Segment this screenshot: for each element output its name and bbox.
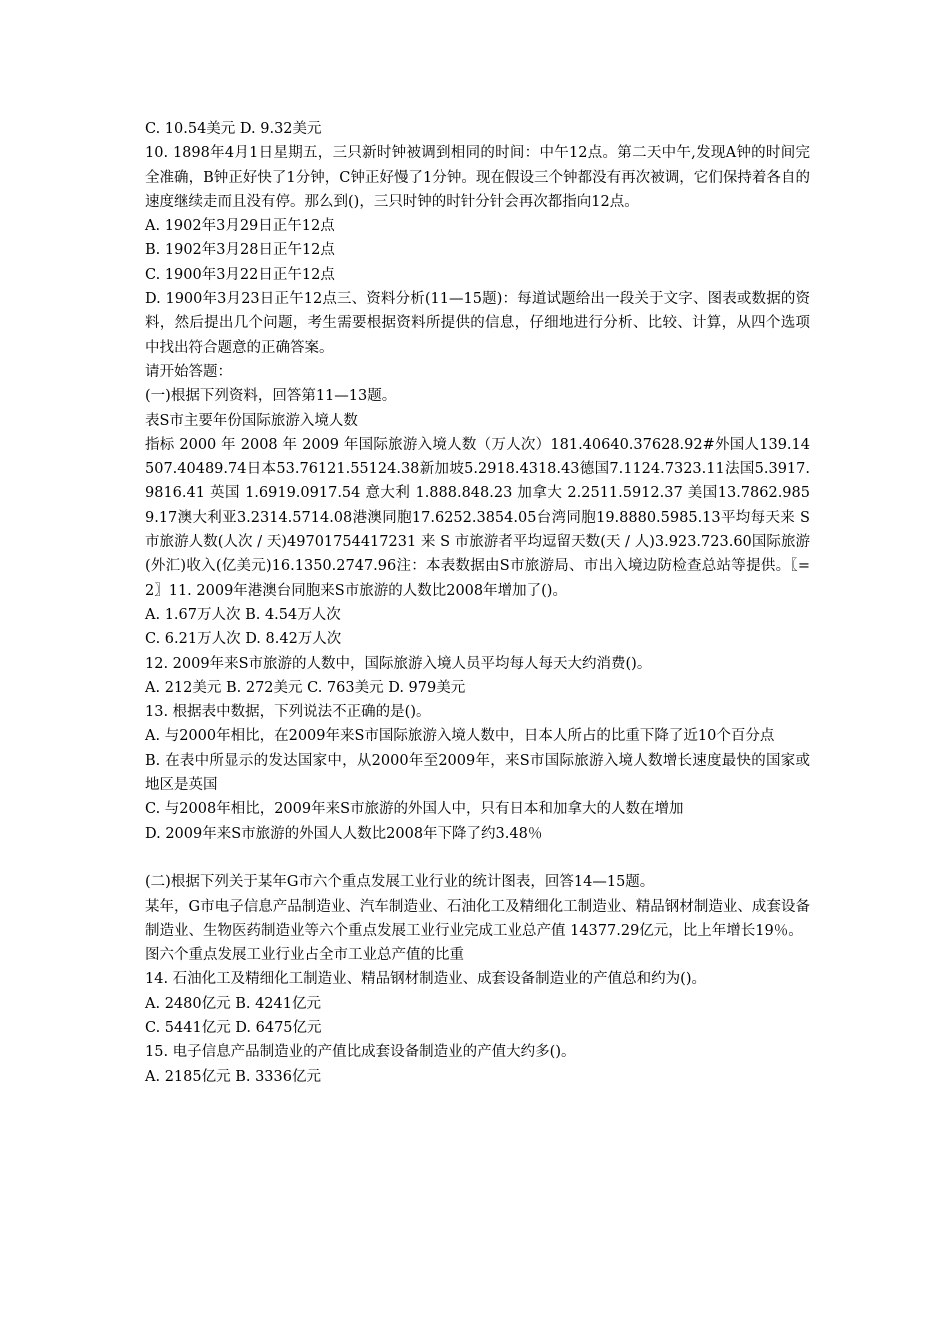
question-14: 14. 石油化工及精细化工制造业、精品钢材制造业、成套设备制造业的产值总和约为()。 [145, 971, 706, 988]
question-13: 13. 根据表中数据，下列说法不正确的是()。 [145, 704, 431, 721]
question-10: 10. 1898年4月1日星期五，三只新时钟被调到相同的时间：中午12点。第二天中午,发现A钟的时间完全准确，B钟正好快了1分钟，C钟正好慢了1分钟。现在假设三个钟都没有再次被调，它们保持着各自的速度继续走而且没有停。那么到()，三只时钟的时针分针会再次都指向12点。 [145, 145, 810, 210]
material-heading-1: (一)根据下列资料，回答第11—13题。 [145, 388, 397, 405]
table-title: 表S市主要年份国际旅游入境人数 [145, 412, 358, 429]
material-heading-2: (二)根据下列关于某年G市六个重点发展工业行业的统计图表，回答14—15题。 [145, 874, 655, 891]
option-line: D. 2009年来S市旅游的外国人人数比2008年下降了约3.48％ [145, 825, 543, 842]
option-line: C. 与2008年相比，2009年来S市旅游的外国人中，只有日本和加拿大的人数在增加 [145, 801, 684, 818]
option-line: C. 1900年3月22日正午12点 [145, 266, 335, 283]
option-line: C. 5441亿元 D. 6475亿元 [145, 1019, 322, 1036]
option-line: A. 与2000年相比，在2009年来S市国际旅游入境人数中，日本人所占的比重下降了近10个百分点 [145, 728, 775, 745]
option-line: A. 2185亿元 B. 3336亿元 [145, 1068, 321, 1085]
option-line: B. 在表中所显示的发达国家中，从2000年至2009年，来S市国际旅游入境人数增长速度最快的国家或地区是英国 [145, 752, 810, 794]
blank-line [145, 846, 810, 870]
question-12: 12. 2009年来S市旅游的人数中，国际旅游入境人员平均每人每天大约消费()。 [145, 655, 652, 672]
option-line: A. 1902年3月29日正午12点 [145, 218, 335, 235]
section-intro: D. 1900年3月23日正午12点三、资料分析(11—15题)：每道试题给出一段关于文字、图表或数据的资料，然后提出几个问题，考生需要根据资料所提供的信息，仔细地进行分析、比较、计算，从四个选项中找出符合题意的正确答案。 [145, 291, 810, 356]
material-paragraph: 某年，G市电子信息产品制造业、汽车制造业、石油化工及精细化工制造业、精品钢材制造业、成套设备制造业、生物医药制造业等六个重点发展工业行业完成工业总产值 14377.29亿元，比上年增长19％。 [145, 898, 810, 939]
figure-caption: 图六个重点发展工业行业占全市工业总产值的比重 [145, 947, 464, 964]
option-line: A. 1.67万人次 B. 4.54万人次 [145, 606, 341, 623]
option-line: C. 10.54美元 D. 9.32美元 [145, 121, 322, 137]
option-line: A. 212美元 B. 272美元 C. 763美元 D. 979美元 [145, 679, 466, 696]
instruction: 请开始答题： [145, 363, 232, 380]
option-line: A. 2480亿元 B. 4241亿元 [145, 995, 321, 1012]
question-15: 15. 电子信息产品制造业的产值比成套设备制造业的产值大约多()。 [145, 1044, 576, 1061]
option-line: B. 1902年3月28日正午12点 [145, 242, 335, 259]
option-line: C. 6.21万人次 D. 8.42万人次 [145, 631, 342, 648]
document-body [145, 117, 810, 1089]
table-data-paragraph: 指标 2000 年 2008 年 2009 年国际旅游入境人数（万人次）181.40640.37628.92#外国人139.14507.40489.74日本53.76121.55124.38新加坡5.2918.4318.43德国7.1124.7323.11法国5.3917.9816.41 英国 1.6919.0917.54 意大利 1.888.848.23 加拿大 2.2511.5912.37 美国13.7862.9859.17澳大利亚3.2314.5714.08港澳同胞17.6252.3854.05台湾同胞19.8880.5985.13平均每天来 S 市旅游人数(人次 / 天)49701754417231 来 S 市旅游者平均逗留天数(天 / 人)3.923.723.60国际旅游(外汇)收入(亿美元)16.1350.2747.96注：本表数据由S市旅游局、市出入境边防检查总站等提供。〖=2〗11. 2009年港澳台同胞来S市旅游的人数比2008年增加了()。 [145, 436, 810, 599]
